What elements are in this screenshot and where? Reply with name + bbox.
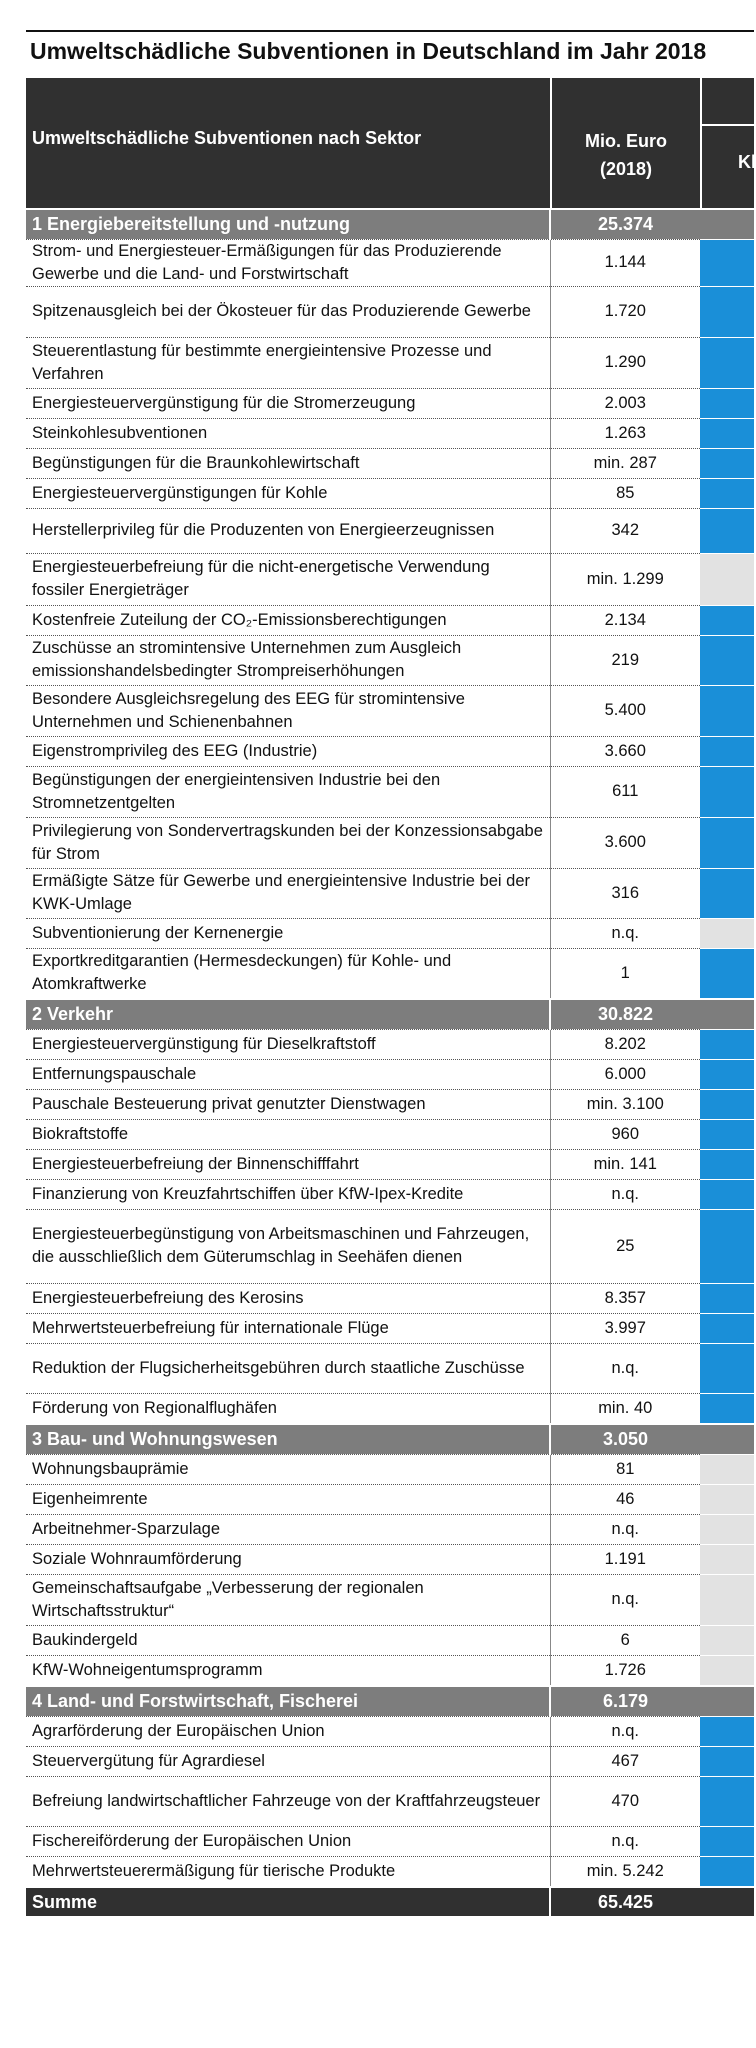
- row-label: Energiesteuervergünstigung für Dieselkraftstoff: [26, 1029, 550, 1059]
- header-divider: [700, 78, 702, 208]
- row-value: 470: [550, 1776, 700, 1826]
- subsidies-table: [26, 208, 754, 1916]
- row-label: Energiesteuervergünstigungen für Kohle: [26, 478, 550, 508]
- table-row: [26, 1625, 754, 1655]
- table-row: [26, 1283, 754, 1313]
- row-label: Baukindergeld: [26, 1625, 550, 1655]
- sector-value: 3.050: [550, 1424, 700, 1454]
- row-label: Eigenstromprivileg des EEG (Industrie): [26, 736, 550, 766]
- row-value: 3.600: [550, 817, 700, 868]
- table-row: [26, 635, 754, 685]
- category-indicator: [700, 448, 754, 478]
- row-value: n.q.: [550, 1826, 700, 1856]
- sector-indicator-cell: [700, 1686, 754, 1716]
- row-value: 1.720: [550, 286, 700, 337]
- row-value: 6: [550, 1625, 700, 1655]
- row-label: Pauschale Besteuerung privat genutzter Dienstwagen: [26, 1089, 550, 1119]
- row-label: Reduktion der Flugsicherheitsgebühren durch staatliche Zuschüsse: [26, 1343, 550, 1393]
- category-indicator: [700, 605, 754, 635]
- sector-row: [26, 209, 754, 239]
- row-value: min. 40: [550, 1393, 700, 1424]
- category-indicator: [700, 1574, 754, 1625]
- row-label: Energiesteuerbefreiung des Kerosins: [26, 1283, 550, 1313]
- header-value-unit: Mio. Euro: [585, 131, 667, 151]
- category-indicator: [700, 948, 754, 999]
- row-label: Steuervergütung für Agrardiesel: [26, 1746, 550, 1776]
- category-indicator: [700, 337, 754, 388]
- row-label: KfW-Wohneigentumsprogramm: [26, 1655, 550, 1686]
- table-row: [26, 1655, 754, 1686]
- row-value: 219: [550, 635, 700, 685]
- table-row: [26, 1716, 754, 1746]
- category-indicator: [700, 553, 754, 605]
- category-indicator: [700, 1484, 754, 1514]
- row-label: Energiesteuerbefreiung der Binnenschifffahrt: [26, 1149, 550, 1179]
- sector-row: [26, 999, 754, 1029]
- row-value: 316: [550, 868, 700, 918]
- row-value: 342: [550, 508, 700, 553]
- row-value: n.q.: [550, 1179, 700, 1209]
- category-indicator: [700, 1313, 754, 1343]
- table-row: [26, 1209, 754, 1283]
- sector-indicator-cell: [700, 1424, 754, 1454]
- category-indicator: [700, 1544, 754, 1574]
- table-row: [26, 1119, 754, 1149]
- table-row: [26, 337, 754, 388]
- page-title: Umweltschädliche Subventionen in Deutschland im Jahr 2018: [30, 38, 707, 64]
- table-row: [26, 1454, 754, 1484]
- sector-indicator-cell: [700, 999, 754, 1029]
- row-value: n.q.: [550, 1574, 700, 1625]
- row-label: Exportkreditgarantien (Hermesdeckungen) für Kohle- und Atomkraftwerke: [26, 948, 550, 999]
- table-row: [26, 418, 754, 448]
- table-row: [26, 766, 754, 817]
- table-row: [26, 817, 754, 868]
- table-row: [26, 605, 754, 635]
- table-row: [26, 685, 754, 736]
- category-indicator: [700, 1209, 754, 1283]
- table-row: [26, 388, 754, 418]
- category-indicator: [700, 766, 754, 817]
- table-row: [26, 553, 754, 605]
- sector-value: 25.374: [550, 209, 700, 239]
- row-label: Privilegierung von Sondervertragskunden bei der Konzessionsabgabe für Strom: [26, 817, 550, 868]
- row-value: 6.000: [550, 1059, 700, 1089]
- category-indicator: [700, 239, 754, 286]
- sector-row: [26, 1424, 754, 1454]
- table-row: [26, 448, 754, 478]
- row-label: Wohnungsbauprämie: [26, 1454, 550, 1484]
- table-row: [26, 948, 754, 999]
- category-indicator: [700, 1089, 754, 1119]
- row-value: min. 1.299: [550, 553, 700, 605]
- category-indicator: [700, 1059, 754, 1089]
- table-row: [26, 1149, 754, 1179]
- header-value-year: (2018): [599, 159, 653, 179]
- category-indicator: [700, 1343, 754, 1393]
- table-row: [26, 239, 754, 286]
- row-value: 8.202: [550, 1029, 700, 1059]
- row-label: Spitzenausgleich bei der Ökosteuer für das Produzierende Gewerbe: [26, 286, 550, 337]
- category-indicator: [700, 868, 754, 918]
- table-row: [26, 1059, 754, 1089]
- sector-row: [26, 1686, 754, 1716]
- row-label: Steinkohlesubventionen: [26, 418, 550, 448]
- table-row: [26, 918, 754, 948]
- row-value: 8.357: [550, 1283, 700, 1313]
- row-label: Begünstigungen für die Braunkohlewirtschaft: [26, 448, 550, 478]
- category-indicator: [700, 478, 754, 508]
- row-label: Mehrwertsteuerbefreiung für internationale Flüge: [26, 1313, 550, 1343]
- total-indicator-cell: [700, 1887, 754, 1916]
- category-indicator: [700, 918, 754, 948]
- row-value: 960: [550, 1119, 700, 1149]
- row-label: Finanzierung von Kreuzfahrtschiffen über KfW-Ipex-Kredite: [26, 1179, 550, 1209]
- row-value: 2.003: [550, 388, 700, 418]
- row-value: 85: [550, 478, 700, 508]
- row-label: Soziale Wohnraumförderung: [26, 1544, 550, 1574]
- header-divider: [550, 78, 552, 208]
- row-label: Energiesteuervergünstigung für die Stromerzeugung: [26, 388, 550, 418]
- sector-indicator-cell: [700, 209, 754, 239]
- row-label: Entfernungspauschale: [26, 1059, 550, 1089]
- row-value: n.q.: [550, 1514, 700, 1544]
- category-indicator: [700, 1856, 754, 1887]
- row-value: 467: [550, 1746, 700, 1776]
- row-value: min. 287: [550, 448, 700, 478]
- row-value: 3.997: [550, 1313, 700, 1343]
- table-row: [26, 1746, 754, 1776]
- header-value-label: [551, 127, 701, 183]
- category-indicator: [700, 1149, 754, 1179]
- header-divider: [700, 124, 754, 126]
- category-indicator: [700, 1283, 754, 1313]
- table-row: [26, 868, 754, 918]
- row-label: Arbeitnehmer-Sparzulage: [26, 1514, 550, 1544]
- row-value: min. 141: [550, 1149, 700, 1179]
- table-row: [26, 1313, 754, 1343]
- row-value: n.q.: [550, 1716, 700, 1746]
- row-label: Kostenfreie Zuteilung der CO₂-Emissionsberechtigungen: [26, 605, 550, 635]
- category-indicator: [700, 1776, 754, 1826]
- category-indicator: [700, 418, 754, 448]
- row-label: Zuschüsse an stromintensive Unternehmen zum Ausgleich emissionshandelsbedingter Strompreiserhöhungen: [26, 635, 550, 685]
- sector-label: 4 Land- und Forstwirtschaft, Fischerei: [26, 1686, 550, 1716]
- row-value: 1: [550, 948, 700, 999]
- row-value: 2.134: [550, 605, 700, 635]
- row-value: n.q.: [550, 918, 700, 948]
- table-row: [26, 1574, 754, 1625]
- table-row: [26, 286, 754, 337]
- category-indicator: [700, 1454, 754, 1484]
- row-value: 1.191: [550, 1544, 700, 1574]
- row-value: 3.660: [550, 736, 700, 766]
- table-row: [26, 1776, 754, 1826]
- row-value: 1.290: [550, 337, 700, 388]
- table-row: [26, 1029, 754, 1059]
- row-value: 611: [550, 766, 700, 817]
- table-row: [26, 1856, 754, 1887]
- category-indicator: [700, 635, 754, 685]
- sector-label: 2 Verkehr: [26, 999, 550, 1029]
- row-value: min. 5.242: [550, 1856, 700, 1887]
- sector-label: 1 Energiebereitstellung und -nutzung: [26, 209, 550, 239]
- top-rule: [26, 30, 754, 32]
- row-label: Eigenheimrente: [26, 1484, 550, 1514]
- row-label: Energiesteuerbefreiung für die nicht-energetische Verwendung fossiler Energieträger: [26, 553, 550, 605]
- row-label: Gemeinschaftsaufgabe „Verbesserung der regionalen Wirtschaftsstruktur“: [26, 1574, 550, 1625]
- category-indicator: [700, 1029, 754, 1059]
- header-cut-label: Kl: [738, 152, 756, 172]
- row-label: Biokraftstoffe: [26, 1119, 550, 1149]
- row-label: Steuerentlastung für bestimmte energieintensive Prozesse und Verfahren: [26, 337, 550, 388]
- category-indicator: [700, 1514, 754, 1544]
- category-indicator: [700, 736, 754, 766]
- category-indicator: [700, 286, 754, 337]
- row-label: Subventionierung der Kernenergie: [26, 918, 550, 948]
- table-row: [26, 1514, 754, 1544]
- header-sector-label: Umweltschädliche Subventionen nach Sektor: [32, 128, 422, 148]
- category-indicator: [700, 1655, 754, 1686]
- row-label: Besondere Ausgleichsregelung des EEG für stromintensive Unternehmen und Schienenbahnen: [26, 685, 550, 736]
- category-indicator: [700, 1826, 754, 1856]
- table-row: [26, 1089, 754, 1119]
- row-value: 1.263: [550, 418, 700, 448]
- table-row: [26, 1393, 754, 1424]
- category-indicator: [700, 1119, 754, 1149]
- sector-value: 6.179: [550, 1686, 700, 1716]
- row-label: Energiesteuerbegünstigung von Arbeitsmaschinen und Fahrzeugen, die ausschließlich dem Güterumschlag in Seehäfen dienen: [26, 1209, 550, 1283]
- row-label: Befreiung landwirtschaftlicher Fahrzeuge von der Kraftfahrzeugsteuer: [26, 1776, 550, 1826]
- row-value: 1.144: [550, 239, 700, 286]
- row-value: n.q.: [550, 1343, 700, 1393]
- row-label: Ermäßigte Sätze für Gewerbe und energieintensive Industrie bei der KWK-Umlage: [26, 868, 550, 918]
- row-value: min. 3.100: [550, 1089, 700, 1119]
- row-label: Fischereiförderung der Europäischen Union: [26, 1826, 550, 1856]
- row-label: Strom- und Energiesteuer-Ermäßigungen für das Produzierende Gewerbe und die Land- und Forstwirtschaft: [26, 239, 550, 286]
- total-label: Summe: [26, 1887, 550, 1916]
- row-label: Herstellerprivileg für die Produzenten von Energieerzeugnissen: [26, 508, 550, 553]
- table-row: [26, 736, 754, 766]
- row-label: Agrarförderung der Europäischen Union: [26, 1716, 550, 1746]
- table-row: [26, 478, 754, 508]
- category-indicator: [700, 388, 754, 418]
- table-row: [26, 1179, 754, 1209]
- row-value: 25: [550, 1209, 700, 1283]
- category-indicator: [700, 508, 754, 553]
- sector-label: 3 Bau- und Wohnungswesen: [26, 1424, 550, 1454]
- row-label: Förderung von Regionalflughäfen: [26, 1393, 550, 1424]
- table-row: [26, 1544, 754, 1574]
- sector-value: 30.822: [550, 999, 700, 1029]
- table-row: [26, 508, 754, 553]
- category-indicator: [700, 685, 754, 736]
- total-row: [26, 1887, 754, 1916]
- table-row: [26, 1484, 754, 1514]
- row-label: Mehrwertsteuerermäßigung für tierische Produkte: [26, 1856, 550, 1887]
- total-value: 65.425: [550, 1887, 700, 1916]
- category-indicator: [700, 817, 754, 868]
- row-value: 46: [550, 1484, 700, 1514]
- category-indicator: [700, 1393, 754, 1424]
- category-indicator: [700, 1716, 754, 1746]
- row-label: Begünstigungen der energieintensiven Industrie bei den Stromnetzentgelten: [26, 766, 550, 817]
- category-indicator: [700, 1625, 754, 1655]
- category-indicator: [700, 1179, 754, 1209]
- category-indicator: [700, 1746, 754, 1776]
- row-value: 81: [550, 1454, 700, 1484]
- table-row: [26, 1343, 754, 1393]
- table-row: [26, 1826, 754, 1856]
- row-value: 1.726: [550, 1655, 700, 1686]
- row-value: 5.400: [550, 685, 700, 736]
